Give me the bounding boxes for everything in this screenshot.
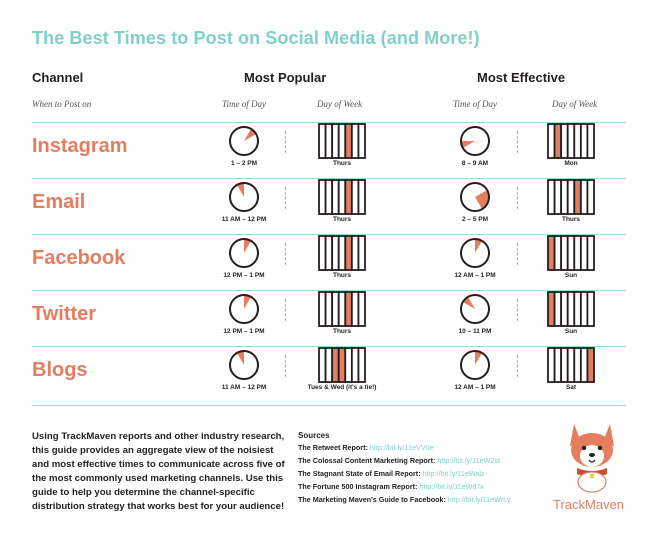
day-cell-mon (555, 124, 562, 158)
day-cell-mon (326, 236, 333, 270)
day-cell-wed (568, 180, 575, 214)
column-separator (285, 299, 286, 321)
source-item (298, 469, 485, 478)
popular-time-caption: 1 – 2 PM (230, 160, 257, 167)
day-cell-tue (332, 236, 339, 270)
week-calendar-icon (547, 291, 595, 327)
clock-icon (228, 293, 260, 325)
day-cell-wed (568, 292, 575, 326)
source-item (298, 482, 484, 491)
day-cell-wed (568, 124, 575, 158)
column-separator (285, 131, 286, 153)
channel-label-facebook: Facebook (32, 247, 126, 269)
day-cell-thurs (574, 292, 581, 326)
column-separator (285, 187, 286, 209)
day-cell-wed (568, 236, 575, 270)
day-cell-sun (319, 348, 326, 382)
column-separator (517, 243, 518, 265)
day-cell-thurs (574, 236, 581, 270)
time-wedge (475, 190, 489, 209)
sources-heading: Sources (298, 431, 330, 440)
clock-icon (459, 349, 491, 381)
day-cell-fri (581, 292, 588, 326)
column-separator (517, 299, 518, 321)
effective-day-caption: Sat (565, 384, 577, 391)
day-cell-fri (352, 348, 359, 382)
day-cell-fri (352, 180, 359, 214)
week-calendar-icon (547, 179, 595, 215)
day-cell-tue (561, 236, 568, 270)
clock-icon (459, 125, 491, 157)
column-separator (517, 355, 518, 377)
description-paragraph: Using TrackMaven reports and other industry research, this guide provides an aggregate view of the noisiest and most effective times to communicate across five of the most commonly used marketing channels. Use this guide to help you determine the channel-specific distribution strategy that works best for your audience! (32, 431, 285, 512)
day-cell-fri (581, 124, 588, 158)
day-cell-thurs (345, 236, 352, 270)
popular-time-caption: 12 PM – 1 PM (223, 328, 265, 335)
source-link[interactable]: http://bit.ly/11eWrLy (447, 495, 511, 504)
day-cell-mon (555, 292, 562, 326)
effective-time-caption: 10 – 11 PM (458, 328, 492, 335)
day-cell-sun (548, 348, 555, 382)
day-cell-sun (548, 236, 555, 270)
effective-day-caption: Sun (564, 328, 578, 335)
effective-day-of-week-label: Day of Week (552, 99, 598, 109)
day-cell-sat (358, 348, 365, 382)
source-link[interactable]: http://bit.ly/11eWalz (422, 469, 485, 478)
day-cell-tue (332, 292, 339, 326)
clock-icon (228, 349, 260, 381)
day-cell-thurs (345, 180, 352, 214)
column-separator (285, 355, 286, 377)
day-cell-sun (548, 292, 555, 326)
corgi-mascot-icon (562, 418, 622, 494)
day-cell-wed (339, 124, 346, 158)
effective-time-of-day-label: Time of Day (453, 99, 497, 109)
day-cell-sat (587, 348, 594, 382)
day-cell-sat (358, 124, 365, 158)
source-item (298, 495, 510, 504)
channel-label-email: Email (32, 191, 86, 213)
when-to-post-label: When to Post on (32, 99, 92, 109)
day-cell-wed (339, 292, 346, 326)
source-name: The Fortune 500 Instagram Report: (298, 482, 420, 491)
week-calendar-icon (318, 179, 366, 215)
day-cell-tue (561, 292, 568, 326)
effective-time-caption: 12 AM – 1 PM (454, 272, 496, 279)
source-name: The Stagnant State of Email Report: (298, 469, 423, 478)
popular-time-caption: 11 AM – 12 PM (221, 216, 267, 223)
day-cell-fri (581, 348, 588, 382)
day-cell-wed (339, 348, 346, 382)
week-calendar-icon (318, 123, 366, 159)
popular-time-caption: 11 AM – 12 PM (221, 384, 267, 391)
day-cell-sat (358, 180, 365, 214)
effective-time-caption: 12 AM – 1 PM (454, 384, 496, 391)
popular-day-caption: Thurs (332, 328, 352, 335)
week-calendar-icon (318, 291, 366, 327)
clock-icon (228, 181, 260, 213)
day-cell-wed (339, 180, 346, 214)
day-cell-mon (326, 124, 333, 158)
week-calendar-icon (318, 235, 366, 271)
source-link[interactable]: http://bit.ly/11eW2st (437, 456, 500, 465)
day-cell-fri (352, 292, 359, 326)
day-cell-sun (319, 236, 326, 270)
popular-day-caption: Tues & Wed (it's a tie!) (307, 384, 377, 391)
day-cell-mon (555, 348, 562, 382)
day-cell-tue (561, 348, 568, 382)
day-cell-sat (587, 180, 594, 214)
day-cell-sun (319, 180, 326, 214)
day-cell-mon (555, 236, 562, 270)
channel-label-twitter: Twitter (32, 303, 97, 325)
effective-time-caption: 2 – 5 PM (461, 216, 488, 223)
row-divider (32, 405, 626, 406)
day-cell-sat (587, 292, 594, 326)
source-item (298, 443, 434, 452)
most-effective-header: Most Effective (477, 70, 566, 85)
column-separator (285, 243, 286, 265)
day-cell-thurs (345, 348, 352, 382)
channel-label-blogs: Blogs (32, 359, 88, 381)
source-item (298, 456, 500, 465)
day-cell-tue (561, 124, 568, 158)
day-cell-thurs (345, 292, 352, 326)
day-cell-sun (319, 124, 326, 158)
popular-day-of-week-label: Day of Week (317, 99, 363, 109)
day-cell-thurs (574, 180, 581, 214)
day-cell-mon (326, 180, 333, 214)
day-cell-tue (561, 180, 568, 214)
source-link[interactable]: http://bit.ly/11eWd7k (419, 482, 485, 491)
popular-day-caption: Thurs (332, 272, 352, 279)
effective-day-caption: Mon (564, 160, 578, 167)
day-cell-wed (568, 348, 575, 382)
clock-icon (459, 237, 491, 269)
week-calendar-icon (547, 235, 595, 271)
week-calendar-icon (547, 347, 595, 383)
source-name: The Marketing Maven's Guide to Facebook: (298, 495, 448, 504)
effective-time-caption: 8 – 9 AM (461, 160, 489, 167)
day-cell-fri (581, 236, 588, 270)
popular-time-caption: 12 PM – 1 PM (223, 272, 265, 279)
day-cell-tue (332, 348, 339, 382)
clock-icon (459, 293, 491, 325)
column-separator (517, 187, 518, 209)
day-cell-tue (332, 124, 339, 158)
day-cell-thurs (574, 348, 581, 382)
day-cell-fri (352, 124, 359, 158)
day-cell-thurs (345, 124, 352, 158)
page-title: The Best Times to Post on Social Media (and More!) (32, 28, 480, 48)
day-cell-sat (587, 236, 594, 270)
effective-day-caption: Thurs (561, 216, 581, 223)
column-separator (517, 131, 518, 153)
day-cell-mon (326, 348, 333, 382)
day-cell-sat (358, 292, 365, 326)
day-cell-thurs (574, 124, 581, 158)
day-cell-tue (332, 180, 339, 214)
day-cell-sat (587, 124, 594, 158)
channel-header: Channel (32, 70, 84, 85)
week-calendar-icon (318, 347, 366, 383)
week-calendar-icon (547, 123, 595, 159)
popular-day-caption: Thurs (332, 216, 352, 223)
channel-label-instagram: Instagram (32, 135, 128, 157)
popular-time-of-day-label: Time of Day (222, 99, 266, 109)
trackmaven-logo: TrackMaven (553, 497, 625, 512)
effective-day-caption: Sun (564, 272, 578, 279)
source-link[interactable]: http://bit.ly/11eVV0e (369, 443, 434, 452)
source-name: The Colossal Content Marketing Report: (298, 456, 438, 465)
day-cell-mon (555, 180, 562, 214)
day-cell-sun (548, 124, 555, 158)
day-cell-sat (358, 236, 365, 270)
day-cell-mon (326, 292, 333, 326)
clock-icon (228, 237, 260, 269)
popular-day-caption: Thurs (332, 160, 352, 167)
day-cell-sun (319, 292, 326, 326)
day-cell-wed (339, 236, 346, 270)
clock-icon (459, 181, 491, 213)
clock-icon (228, 125, 260, 157)
most-popular-header: Most Popular (244, 70, 327, 85)
day-cell-fri (352, 236, 359, 270)
day-cell-fri (581, 180, 588, 214)
source-name: The Retweet Report: (298, 443, 370, 452)
day-cell-sun (548, 180, 555, 214)
